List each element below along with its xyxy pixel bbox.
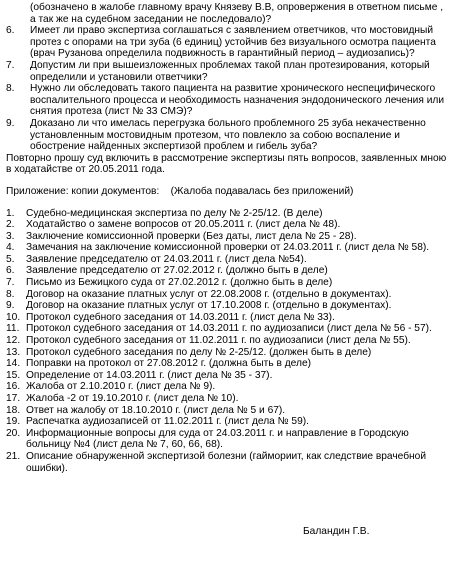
item-text: Жалоба -2 от 19.10.2010 г. (лист дела № 10). <box>26 393 239 404</box>
item-number: 13. <box>6 346 21 358</box>
item-text: Протокол судебного заседания от 14.03.2011 г. по аудиозаписи (лист дела № 56 - 57). <box>26 323 432 335</box>
item-text: Ответ на жалобу от 18.10.2010 г. (лист дела № 5 и 67). <box>26 404 286 416</box>
item-text: Ходатайство о замене вопросов от 20.05.2011 г. (лист дела № 48). <box>26 219 341 231</box>
list-item <box>6 370 450 382</box>
item-number: 8. <box>6 288 15 300</box>
item-text: Доказано ли что имелась перегрузка больного проблемного 25 зуба некачественно установленным мостовидным протезом, что повлекло за собою воспаление и обострение найденных экспертизой проблем и гибель зуба? <box>30 117 426 153</box>
list-item <box>6 323 450 335</box>
list-item <box>6 289 450 301</box>
item-number: 7. <box>6 59 15 71</box>
item-number: 20. <box>6 427 21 439</box>
documents-list <box>6 208 450 475</box>
list-item <box>6 231 450 243</box>
list-item <box>6 405 450 417</box>
list-item <box>6 358 450 370</box>
item-text: Договор на оказание платных услуг от 17.10.2008 г. (отдельно в документах). <box>26 300 392 312</box>
item-text: Поправки на протокол от 27.08.2012 г. (должна быть в деле) <box>26 358 312 370</box>
item-number: 11. <box>6 323 20 335</box>
item-number: 7. <box>6 277 15 289</box>
item-text: Протокол судебного заседания по делу № 2-25/12. (должен быть в деле) <box>26 346 372 358</box>
item-text: Нужно ли обследовать такого пациента на развитие хронического неспецифического воспалительного процесса и необходимость назначения эндодонического лечения или снятия протеза (лист № 33 СМЭ)? <box>30 83 445 118</box>
item-text: Протокол судебного заседания от 11.02.2011 г. по аудиозаписи (лист дела № 55). <box>26 335 411 347</box>
list-item <box>6 393 450 405</box>
spacer <box>6 176 450 186</box>
question-5-continuation: (обозначено в жалобе главному врачу Князеву В.В, опровержения в ответном письме , а так же на судебном заседании не последовало)? <box>30 2 444 25</box>
item-number: 9. <box>6 117 15 129</box>
questions-list <box>6 25 450 153</box>
list-item <box>6 312 450 324</box>
item-number: 2. <box>6 219 15 231</box>
list-item <box>6 265 450 277</box>
item-text: Информационные вопросы для суда от 24.03.2011 г. и направление в Городскую больницу №4 (лист дела № 7, 60, 66, 68). <box>26 427 409 451</box>
list-item <box>6 428 450 451</box>
list-item <box>6 83 450 118</box>
attachment-heading: Приложение: копии документов: (Жалоба подавалась без приложений) <box>6 185 354 197</box>
item-number: 4. <box>6 242 15 254</box>
item-text: Жалоба от 2.10.2010 г. (лист дела № 9). <box>26 381 216 393</box>
item-text: Заявление председателю от 24.03.2011 г. (лист дела №54). <box>26 253 307 265</box>
item-number: 6. <box>6 25 15 37</box>
item-text: Заключение комиссионной проверки (Без даты, лист дела № 25 - 28). <box>26 230 357 242</box>
list-item <box>6 335 450 347</box>
item-text: Письмо из Бежицкого суда от 27.02.2012 г. (должно быть в деле) <box>26 277 333 289</box>
item-number: 1. <box>6 207 15 219</box>
item-number: 9. <box>6 300 15 312</box>
item-text: Протокол судебного заседания от 14.03.2011 г. (лист дела № 33). <box>26 311 335 323</box>
item-number: 19. <box>6 416 21 428</box>
list-item <box>6 25 450 60</box>
list-item <box>6 381 450 393</box>
item-text: Описание обнаруженной экспертизой болезни (гаймориит, как следствие врачебной ошибки). <box>26 450 427 474</box>
item-number: 3. <box>6 230 15 242</box>
item-number: 17. <box>6 393 21 404</box>
request-paragraph: Повторно прошу суд включить в рассмотрение экспертизы пять вопросов, заявленных мною в ходатайстве от 20.05.2011 года. <box>6 152 447 176</box>
list-item <box>6 60 450 83</box>
list-item <box>6 416 450 428</box>
list-item <box>6 277 450 289</box>
list-item <box>6 300 450 312</box>
list-item <box>6 254 450 266</box>
item-text: Имеет ли право экспертиза соглашаться с заявлением ответчиков, что мостовидный протез с опорами на три зуба (6 единиц) устойчив без визуального осмотра пациента (врач Рузанова определила подвижность в гарантийный период – аудиозапись)? <box>30 25 436 60</box>
item-number: 8. <box>6 83 15 95</box>
item-number: 6. <box>6 265 15 277</box>
item-text: Замечания на заключение комиссионной проверки от 24.03.2011 г. (лист дела № 58). <box>26 242 430 254</box>
item-text: Определение от 14.03.2011 г. (лист дела № 35 - 37). <box>26 369 273 381</box>
item-number: 14. <box>6 358 21 370</box>
item-number: 16. <box>6 381 21 393</box>
item-text: Допустим ли при вышеизложенных проблемах такой план протезирования, который определили и установили ответчики? <box>30 59 430 83</box>
signature: Баландин Г.В. <box>303 526 370 537</box>
list-item <box>6 208 450 220</box>
item-number: 5. <box>6 253 15 265</box>
item-text: Судебно-медицинская экспертиза по делу № 2-25/12. (В деле) <box>26 207 323 219</box>
item-text: Договор на оказание платных услуг от 22.08.2008 г. (отдельно в документах). <box>26 288 392 300</box>
list-item <box>6 451 450 474</box>
item-number: 21. <box>6 450 21 462</box>
item-number: 15. <box>6 369 21 381</box>
spacer <box>6 198 450 208</box>
item-text: Заявление председателю от 27.02.2012 г. (должно быть в деле) <box>26 265 328 277</box>
item-number: 12. <box>6 335 21 347</box>
list-item <box>6 242 450 254</box>
item-text: Распечатка аудиозаписей от 11.02.2011 г. (лист дела № 59). <box>26 416 309 428</box>
item-number: 18. <box>6 404 21 416</box>
item-number: 10. <box>6 311 21 323</box>
list-item <box>6 219 450 231</box>
list-item <box>6 347 450 359</box>
list-item <box>6 118 450 153</box>
